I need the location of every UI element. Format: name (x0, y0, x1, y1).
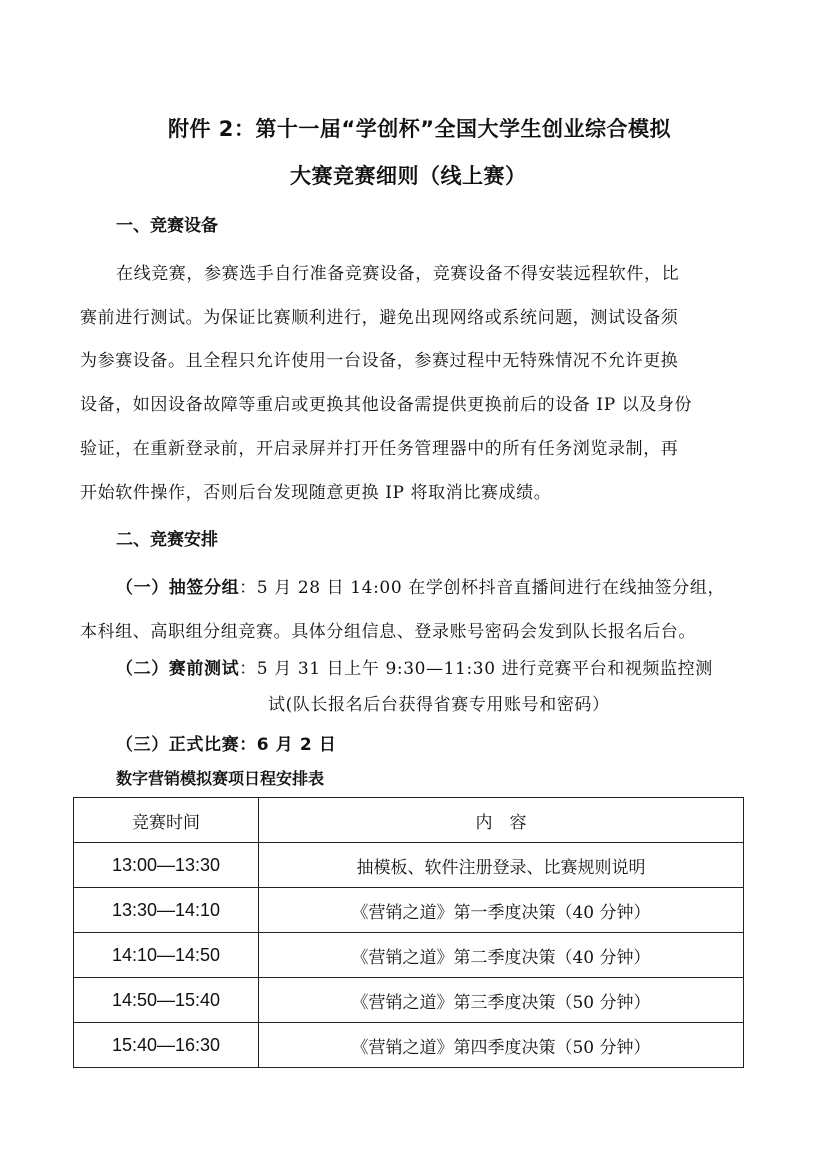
paragraph-line: 赛前进行测试。为保证比赛顺利进行，避免出现网络或系统问题，测试设备须 (80, 308, 679, 328)
table-row (74, 933, 744, 978)
item-label: （二）赛前测试 (116, 659, 240, 679)
column-header-content: 内 容 (259, 798, 744, 843)
arrangement-item-pretest (116, 654, 713, 679)
item-text: ：5 月 31 日上午 9:30—11:30 进行竞赛平台和视频监控测 (239, 659, 713, 679)
paragraph-line: 开始软件操作，否则后台发现随意更换 IP 将取消比赛成绩。 (80, 483, 552, 503)
arrangement-item-draw (116, 573, 725, 598)
section-heading-arrangement: 二、竞赛安排 (116, 530, 218, 550)
time-cell: 13:00—13:30 (74, 843, 259, 888)
item-text: ：6 月 2 日 (239, 735, 337, 755)
table-row (74, 978, 744, 1023)
schedule-table (73, 797, 744, 1068)
time-cell: 14:10—14:50 (74, 933, 259, 978)
paragraph-line: 设备，如因设备故障等重启或更换其他设备需提供更换前后的设备 IP 以及身份 (80, 395, 693, 415)
arrangement-item-competition (116, 730, 336, 755)
table-caption: 数字营销模拟赛项日程安排表 (116, 769, 325, 788)
content-cell: 《营销之道》第一季度决策（40 分钟） (259, 888, 744, 933)
content-cell: 《营销之道》第四季度决策（50 分钟） (259, 1023, 744, 1068)
item-text: ：5 月 28 日 14:00 在学创杯抖音直播间进行在线抽签分组， (239, 578, 726, 598)
content-cell: 《营销之道》第三季度决策（50 分钟） (259, 978, 744, 1023)
content-cell: 《营销之道》第二季度决策（40 分钟） (259, 933, 744, 978)
time-cell: 14:50—15:40 (74, 978, 259, 1023)
content-cell: 抽模板、软件注册登录、比赛规则说明 (259, 843, 744, 888)
time-cell: 15:40—16:30 (74, 1023, 259, 1068)
time-cell: 13:30—14:10 (74, 888, 259, 933)
paragraph-line: 在线竞赛，参赛选手自行准备竞赛设备，竞赛设备不得安装远程软件，比 (116, 264, 680, 284)
paragraph-line: 为参赛设备。且全程只允许使用一台设备，参赛过程中无特殊情况不允许更换 (80, 351, 679, 371)
column-header-time: 竞赛时间 (74, 798, 259, 843)
table-row (74, 1023, 744, 1068)
paragraph-line: 试(队长报名后台获得省赛专用账号和密码） (268, 695, 610, 715)
document-title-line-2: 大赛竞赛细则（线上赛） (290, 164, 527, 188)
table-row (74, 888, 744, 933)
item-label: （一）抽签分组 (116, 578, 240, 598)
item-label: （三）正式比赛 (116, 735, 240, 755)
paragraph-line: 本科组、高职组分组竞赛。具体分组信息、登录账号密码会发到队长报名后台。 (80, 622, 696, 642)
table-header-row (74, 798, 744, 843)
section-heading-equipment: 一、竞赛设备 (116, 216, 218, 236)
table-row (74, 843, 744, 888)
paragraph-line: 验证，在重新登录前，开启录屏并打开任务管理器中的所有任务浏览录制，再 (80, 439, 679, 459)
document-title-line-1: 附件 2：第十一届“学创杯”全国大学生创业综合模拟 (168, 117, 672, 141)
